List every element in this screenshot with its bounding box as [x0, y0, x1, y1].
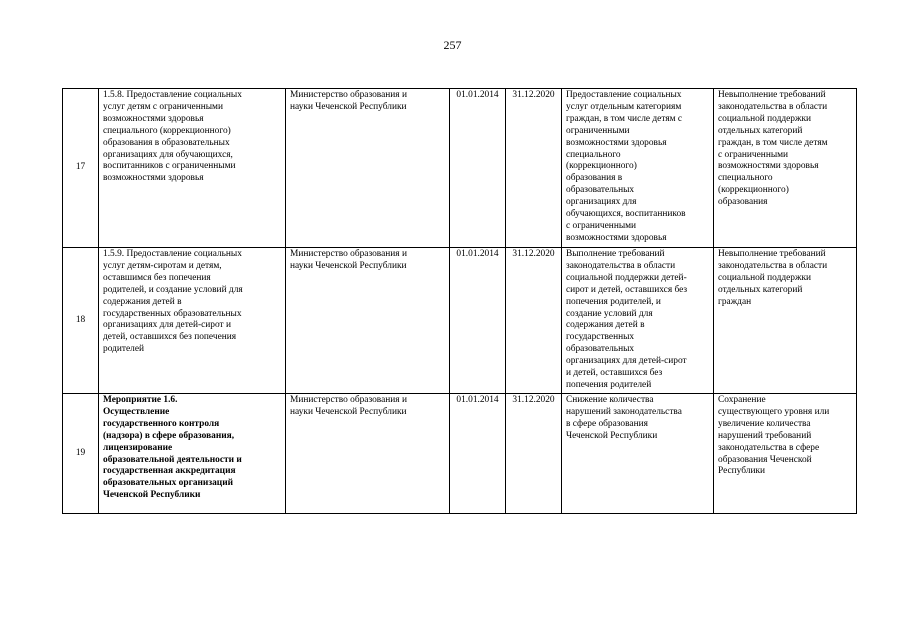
start-date-cell: 01.01.2014 — [450, 89, 506, 248]
start-date-cell: 01.01.2014 — [450, 248, 506, 394]
row-number: 17 — [63, 89, 99, 248]
executor-text: Министерство образования и науки Чеченской Республики — [290, 90, 407, 112]
table-row — [63, 248, 857, 394]
table-row — [63, 89, 857, 248]
result-text: Выполнение требований законодательства в области социальной поддержки детей- сирот и детей, оставшихся без попечения родителей, и создание условий для содержания детей в государственных образовательных организациях для детей-сирот и детей, оставшихся без попечения родителей — [566, 249, 688, 390]
measure-text: Мероприятие 1.6. Осуществление государственного контроля (надзора) в сфере образования, лицензирование образовательной деятельности и государственная аккредитация образовательных организаций Чеченской Республики — [103, 395, 242, 501]
consequence-cell — [714, 394, 857, 514]
executor-text: Министерство образования и науки Чеченской Республики — [290, 249, 407, 271]
measure-cell — [99, 248, 286, 394]
measure-cell — [99, 89, 286, 248]
table-row — [63, 394, 857, 514]
end-date-cell: 31.12.2020 — [506, 89, 562, 248]
executor-cell — [286, 394, 450, 514]
result-cell — [562, 394, 714, 514]
result-cell — [562, 89, 714, 248]
consequence-text: Невыполнение требований законодательства в области социальной поддержки отдельных категорий граждан, в том числе детям с ограниченными возможностями здоровья специального (коррекционного) образования — [718, 90, 828, 208]
result-text: Предоставление социальных услуг отдельным категориям граждан, в том числе детям с ограниченными возможностями здоровья специального (коррекционного) образования в образовательных организациях для обучающихся, воспитанников с ограниченными возможностями здоровья — [566, 90, 686, 243]
measure-text: 1.5.9. Предоставление социальных услуг детям-сиротам и детям, оставшимся без попечения родителей, и создание условий для содержания детей в государственных образовательных организациях для детей-сирот и детей, оставшихся без попечения родителей — [103, 249, 243, 355]
executor-cell — [286, 89, 450, 248]
end-date-cell: 31.12.2020 — [506, 248, 562, 394]
start-date-cell: 01.01.2014 — [450, 394, 506, 514]
measures-table — [62, 88, 857, 514]
consequence-cell — [714, 248, 857, 394]
measure-cell — [99, 394, 286, 514]
measure-text: 1.5.8. Предоставление социальных услуг детям с ограниченными возможностями здоровья специального (коррекционного) образования в образовательных организациях для обучающихся, воспитанников с ограниченными возможностями здоровья — [103, 90, 242, 184]
result-text: Снижение количества нарушений законодательства в сфере образования Чеченской Республики — [566, 395, 682, 441]
row-number: 18 — [63, 248, 99, 394]
page-number: 257 — [443, 38, 462, 52]
row-number: 19 — [63, 394, 99, 514]
executor-text: Министерство образования и науки Чеченской Республики — [290, 395, 407, 417]
consequence-cell — [714, 89, 857, 248]
consequence-text: Сохранение существующего уровня или увеличение количества нарушений требований законодательства в сфере образования Чеченской Республики — [718, 395, 830, 477]
consequence-text: Невыполнение требований законодательства в области социальной поддержки отдельных категорий граждан — [718, 249, 828, 307]
end-date-cell: 31.12.2020 — [506, 394, 562, 514]
executor-cell — [286, 248, 450, 394]
result-cell — [562, 248, 714, 394]
